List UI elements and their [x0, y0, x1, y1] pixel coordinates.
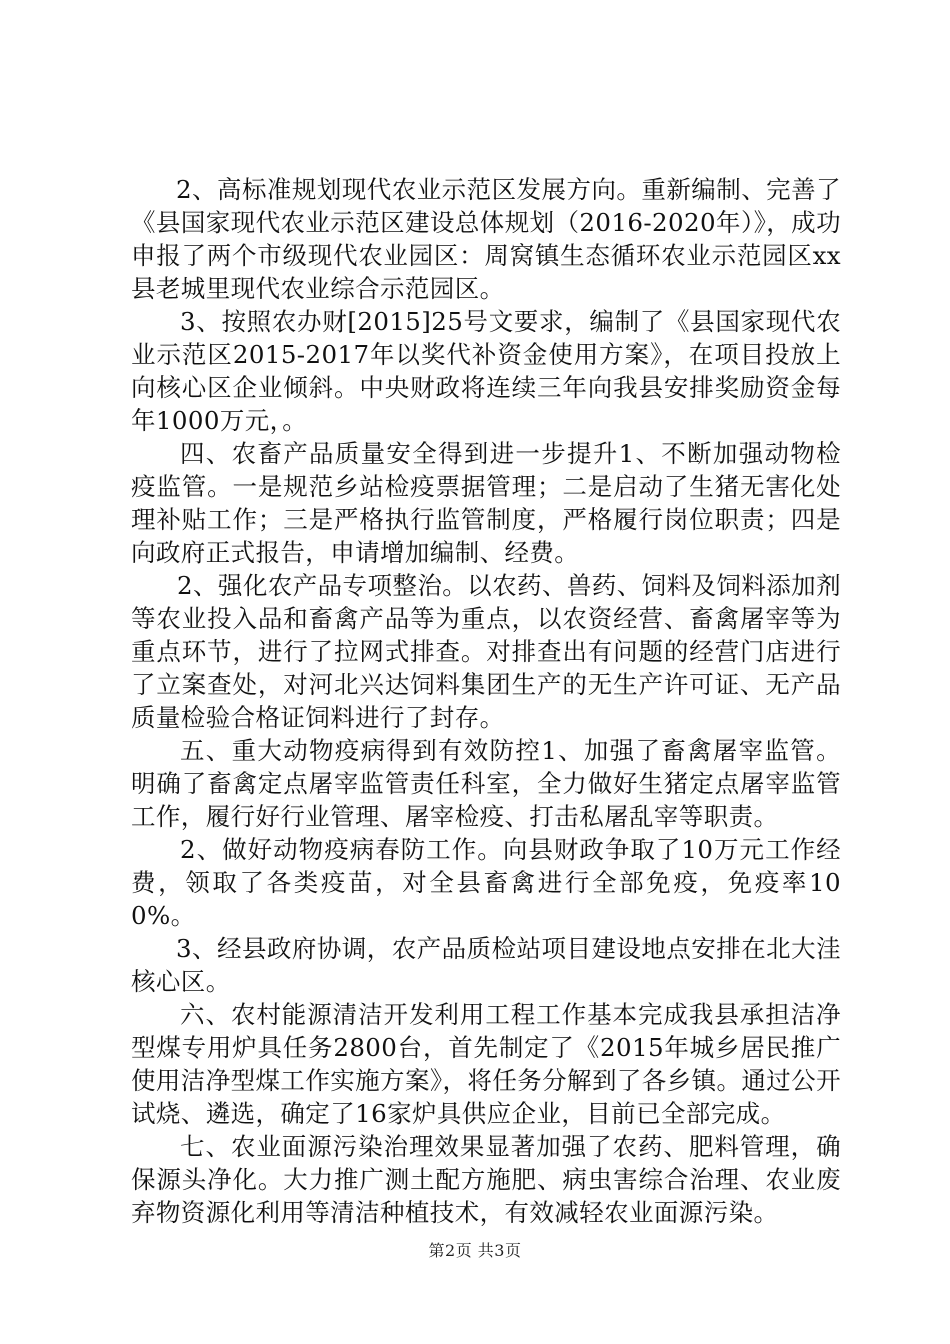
paragraph-clean-energy: 六、农村能源清洁开发利用工程工作基本完成我县承担洁净型煤专用炉具任务2800台，首先制定了《2015年城乡居民推广使用洁净型煤工作实施方案》，将任务分解到了各乡镇。通过公开试烧、遴选，确定了16家炉具供应企业，目前已全部完成。: [131, 1000, 841, 1128]
document-body: [131, 173, 841, 1229]
paragraph-plan-direction: 2、高标准规划现代农业示范区发展方向。重新编制、完善了《县国家现代农业示范区建设总体规划（2016-2020年）》，成功申报了两个市级现代农业园区：周窝镇生态循环农业示范园区xx县老城里现代农业综合示范园区。: [131, 175, 841, 303]
paragraph-epidemic-control: 五、重大动物疫病得到有效防控1、加强了畜禽屠宰监管。明确了畜禽定点屠宰监管责任科室，全力做好生猪定点屠宰监管工作，履行好行业管理、屠宰检疫、打击私屠乱宰等职责。: [131, 736, 841, 831]
paragraph-spring-prevention: 2、做好动物疫病春防工作。向县财政争取了10万元工作经费，领取了各类疫苗，对全县畜禽进行全部免疫，免疫率100%。: [131, 835, 841, 930]
paragraph-special-rectification: 2、强化农产品专项整治。以农药、兽药、饲料及饲料添加剂等农业投入品和畜禽产品等为重点，以农资经营、畜禽屠宰等为重点环节，进行了拉网式排查。对排查出有问题的经营门店进行了立案查处，对河北兴达饲料集团生产的无生产许可证、无产品质量检验合格证饲料进行了封存。: [131, 571, 841, 732]
paragraph-quality-safety: 四、农畜产品质量安全得到进一步提升1、不断加强动物检疫监管。一是规范乡站检疫票据管理；二是启动了生猪无害化处理补贴工作；三是严格执行监管制度，严格履行岗位职责；四是向政府正式报告，申请增加编制、经费。: [131, 439, 841, 567]
paragraph-pollution-control: 七、农业面源污染治理效果显著加强了农药、肥料管理，确保源头净化。大力推广测土配方施肥、病虫害综合治理、农业废弃物资源化利用等清洁种植技术，有效减轻农业面源污染。: [131, 1132, 841, 1227]
paragraph-fund-plan: 3、按照农办财[2015]25号文要求，编制了《县国家现代农业示范区2015-2017年以奖代补资金使用方案》，在项目投放上向核心区企业倾斜。中央财政将连续三年向我县安排奖励资金每年1000万元，。: [131, 307, 841, 435]
page-number-footer: 第2页 共3页: [428, 1241, 522, 1260]
paragraph-inspection-station: 3、经县政府协调，农产品质检站项目建设地点安排在北大洼核心区。: [131, 934, 841, 996]
